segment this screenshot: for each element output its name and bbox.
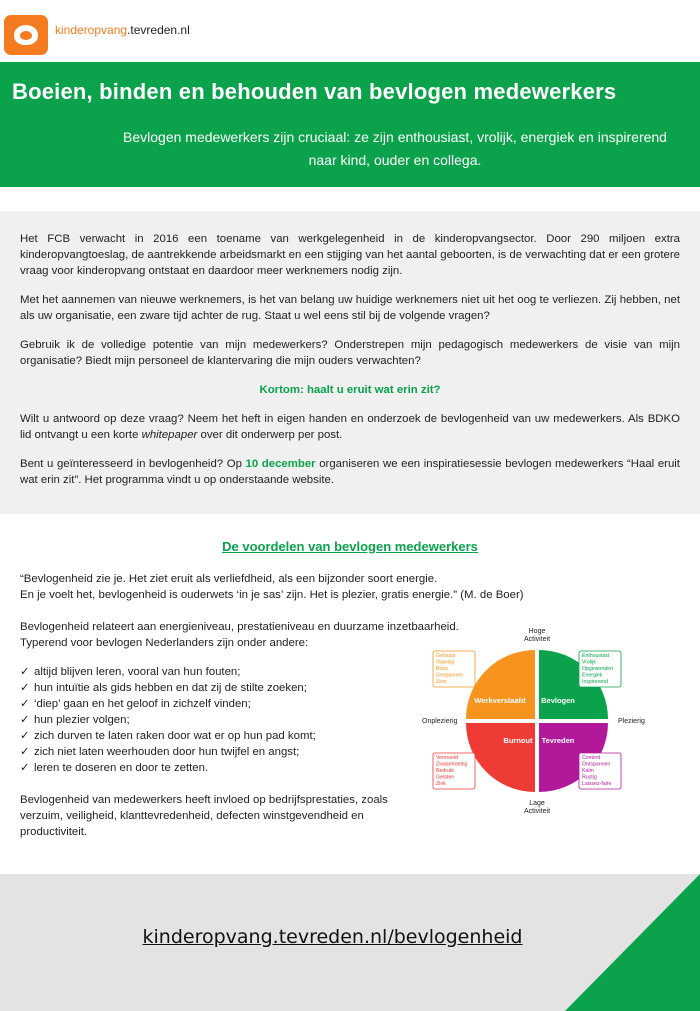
page-title: Boeien, binden en behouden van bevlogen medewerkers bbox=[12, 79, 617, 104]
word: Content bbox=[582, 755, 601, 761]
website-link[interactable]: kinderopvang.tevreden.nl/bevlogenheid bbox=[142, 926, 523, 948]
event-date: 10 december bbox=[245, 458, 316, 470]
list-item-text: hun intuïtie als gids hebben en dat zij de stilte zoeken; bbox=[34, 682, 307, 694]
p4-text-b: over dit onderwerp per post. bbox=[197, 429, 343, 441]
check-icon: ✓ bbox=[20, 762, 30, 774]
list-item bbox=[20, 664, 316, 680]
p5-text-a: Bent u geïnteresseerd in bevlogenheid? Op bbox=[20, 458, 246, 470]
quote bbox=[20, 571, 590, 603]
list-item bbox=[20, 744, 316, 760]
closing-paragraph: Bevlogenheid van medewerkers heeft invloed op bedrijfsprestaties, zoals verzuim, veiligheid, klanttevredenheid, defecten winstgevendheid en productiviteit. bbox=[20, 794, 388, 838]
list-item-text: zich niet laten weerhouden door hun twijfel en angst; bbox=[34, 746, 300, 758]
list-item-text: leren te doseren en door te zetten. bbox=[34, 762, 209, 774]
site-footer bbox=[0, 874, 700, 1011]
word: Bedrukt bbox=[436, 768, 454, 774]
quote-line-1: “Bevlogenheid zie je. Het ziet eruit als verliefdheid, als een bijzonder soort energie. bbox=[20, 573, 438, 585]
check-icon: ✓ bbox=[20, 730, 30, 742]
word: Inspirerend bbox=[582, 679, 608, 685]
word: Gespannen bbox=[436, 672, 463, 679]
word: Kalm bbox=[582, 768, 594, 774]
intro-paragraph-4 bbox=[20, 411, 680, 443]
axis-top-line-1: Hoge bbox=[528, 628, 546, 635]
list-item bbox=[20, 680, 316, 696]
check-icon: ✓ bbox=[20, 666, 30, 678]
word: Laissez-faire bbox=[582, 781, 612, 787]
axis-right-label: Plezierig bbox=[618, 718, 645, 725]
list-item-text: ‘diep’ gaan en het geloof in zichzelf vinden; bbox=[34, 698, 251, 710]
quadrant-label-burnout: Burnout bbox=[503, 736, 533, 745]
brand-name[interactable] bbox=[55, 23, 190, 37]
list-item-text: hun plezier volgen; bbox=[34, 714, 130, 726]
word: Energiek bbox=[582, 672, 603, 679]
word: Ziek bbox=[436, 781, 446, 787]
brand-prefix: kinderopvang bbox=[55, 23, 128, 37]
check-icon: ✓ bbox=[20, 682, 30, 694]
list-item-text: zich durven te laten raken door wat er op hun pad komt; bbox=[34, 730, 316, 742]
word: Vrolijk bbox=[582, 659, 596, 666]
intro-paragraph-5 bbox=[20, 456, 680, 488]
p4-whitepaper: whitepaper bbox=[141, 429, 198, 441]
hero-banner bbox=[0, 62, 700, 187]
quadrant-werkverslaafd bbox=[466, 650, 535, 719]
intro-paragraph-2: Met het aannemen van nieuwe werknemers, is het van belang uw huidige werknemers niet uit het oog te verliezen. Zij hebben, net als uw organisatie, een zware tijd achter de rug. Staat u wel eens stil bij de volgende vragen? bbox=[20, 294, 680, 322]
check-icon: ✓ bbox=[20, 698, 30, 710]
relation-line-2: Typerend voor bevlogen Nederlanders zijn onder andere: bbox=[20, 637, 309, 649]
check-icon: ✓ bbox=[20, 746, 30, 758]
axis-bottom-line-1: Lage bbox=[529, 800, 545, 807]
quadrant-svg bbox=[418, 625, 700, 817]
list-item-text: altijd blijven leren, vooral van hun fouten; bbox=[34, 666, 241, 678]
engagement-quadrant-diagram bbox=[418, 625, 700, 817]
logo-icon[interactable] bbox=[4, 15, 48, 55]
intro-paragraph-1: Het FCB verwacht in 2016 een toename van werkgelegenheid in de kinderopvangsector. Door 290 miljoen extra kinderopvangtoeslag, de aantrekkende arbeidsmarkt en een stijging van het aantal geboorten, is de verwachting dat er een grotere vraag voor kinderopvang ontstaat en daardoor meer werknemers nodig zijn. bbox=[20, 233, 680, 277]
brand-suffix: .tevreden.nl bbox=[127, 23, 190, 37]
intro-section bbox=[0, 211, 700, 514]
site-header bbox=[0, 0, 700, 62]
quadrant-label-werkverslaafd: Werkverslaafd bbox=[474, 696, 526, 705]
intro-paragraph-3: Gebruik ik de volledige potentie van mijn medewerkers? Onderstrepen mijn pedagogisch medewerkers de visie van mijn organisatie? Biedt mijn personeel de klantervaring die mijn ouders verwachten? bbox=[20, 339, 680, 367]
list-item bbox=[20, 760, 316, 776]
relation-line-1: Bevlogenheid relateert aan energieniveau, prestatieniveau en duurzame inzetbaarheid. bbox=[20, 621, 459, 633]
benefits-title: De voordelen van bevlogen medewerkers bbox=[222, 539, 478, 554]
p5-text-b: organiseren we een inspiratiesessie bevlogen medewerkers “Haal eruit wat erin zit”. Het programma vindt u op onderstaande website. bbox=[20, 458, 680, 486]
trait-checklist bbox=[20, 664, 316, 776]
word: Enthousiast bbox=[582, 653, 610, 659]
word: Zeur bbox=[436, 679, 447, 685]
word: Rustig bbox=[582, 774, 597, 781]
list-item bbox=[20, 728, 316, 744]
word: Zwaarmoedig bbox=[436, 761, 468, 768]
quadrant-burnout bbox=[466, 723, 535, 792]
word: Boos bbox=[436, 666, 448, 672]
quote-line-2: En je voelt het, bevlogenheid is ouderwets ‘in je sas’ zijn. Het is plezier, gratis energie.” (M. de Boer) bbox=[20, 589, 524, 601]
axis-top-line-2: Activiteit bbox=[523, 636, 551, 643]
list-item bbox=[20, 696, 316, 712]
axis-left-label: Onplezierig bbox=[422, 718, 458, 725]
word: Vermoeid bbox=[436, 755, 458, 761]
word: Ontspannen bbox=[582, 761, 611, 768]
axis-bottom-line-2: Activiteit bbox=[523, 808, 551, 815]
quadrant-label-bevlogen: Bevlogen bbox=[541, 696, 575, 705]
p4-text-a: Wilt u antwoord op deze vraag? Neem het heft in eigen handen en onderzoek de bevlogenheid van uw medewerkers. Als BDKO lid ontvangt u een korte bbox=[20, 413, 680, 441]
word: Opgewonden bbox=[582, 666, 613, 672]
hero-subtitle: Bevlogen medewerkers zijn cruciaal: ze zijn enthousiast, vrolijk, energiek en inspirerend naar kind, ouder en collega. bbox=[123, 129, 667, 168]
quadrant-label-tevreden: Tevreden bbox=[541, 736, 575, 745]
check-icon: ✓ bbox=[20, 714, 30, 726]
word: Gehaast bbox=[436, 653, 456, 659]
word: Gelaten bbox=[436, 774, 455, 781]
list-item bbox=[20, 712, 316, 728]
kortom-callout: Kortom: haalt u eruit wat erin zit? bbox=[259, 384, 441, 396]
word: Vijandig bbox=[436, 659, 455, 666]
